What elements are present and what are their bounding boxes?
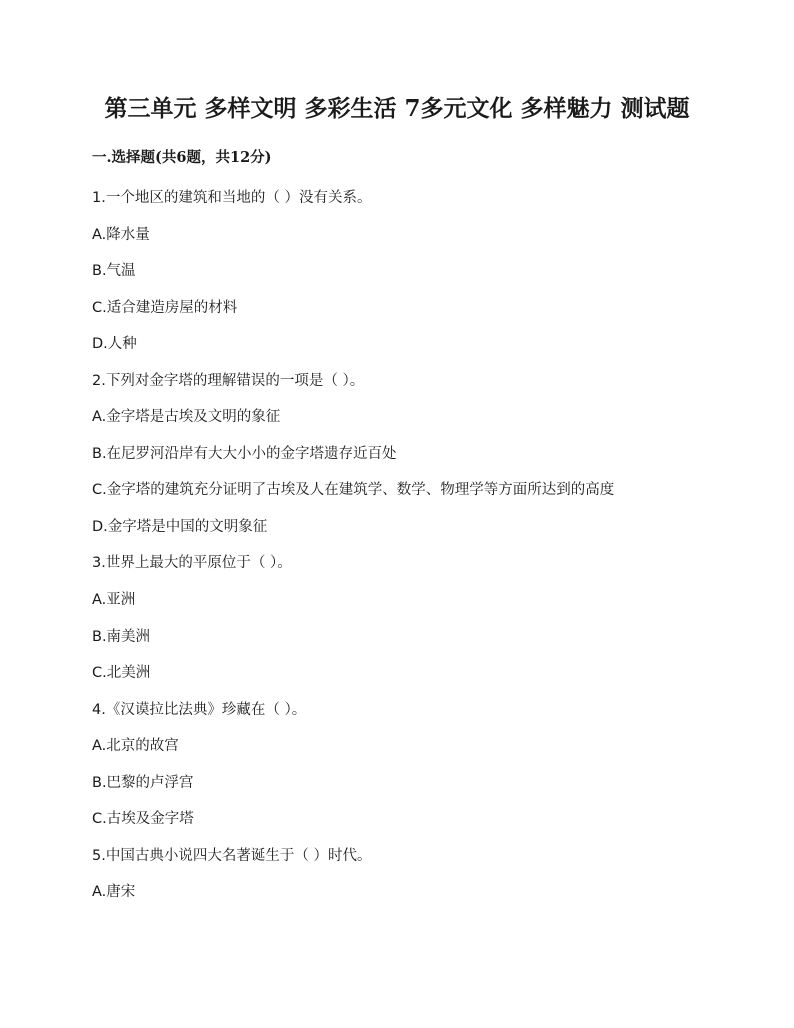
question-2-option-a: A.金字塔是古埃及文明的象征 <box>92 409 281 426</box>
question-1-option-b: B.气温 <box>92 263 136 280</box>
question-2-stem: 2.下列对金字塔的理解错误的一项是（ ）。 <box>92 372 365 389</box>
question-3-stem: 3.世界上最大的平原位于（ ）。 <box>92 555 292 572</box>
question-1-option-d: D.人种 <box>92 336 137 353</box>
question-1-option-c: C.适合建造房屋的材料 <box>92 299 238 316</box>
question-1-stem: 1.一个地区的建筑和当地的（ ）没有关系。 <box>92 190 372 206</box>
question-4-option-b: B.巴黎的卢浮宫 <box>92 774 194 791</box>
question-2-option-d: D.金字塔是中国的文明象征 <box>92 518 268 535</box>
question-3-option-b: B.南美洲 <box>92 628 151 645</box>
question-list <box>92 187 772 918</box>
document-title: 第三单元 多样文明 多彩生活 7多元文化 多样魅力 测试题 <box>104 95 690 122</box>
question-3-option-a: A.亚洲 <box>92 592 136 609</box>
question-1-option-a: A.降水量 <box>92 226 150 243</box>
question-4-stem: 4.《汉谟拉比法典》珍藏在（ ）。 <box>92 701 307 718</box>
question-2-option-b: B.在尼罗河沿岸有大大小小的金字塔遗存近百处 <box>92 445 397 462</box>
question-4-option-c: C.古埃及金字塔 <box>92 811 194 828</box>
question-5-option-a: A.唐宋 <box>92 884 136 901</box>
question-2-option-c: C.金字塔的建筑充分证明了古埃及人在建筑学、数学、物理学等方面所达到的高度 <box>92 482 615 499</box>
question-5-stem: 5.中国古典小说四大名著诞生于（ ）时代。 <box>92 847 372 864</box>
question-4-option-a: A.北京的故宫 <box>92 738 179 755</box>
question-3-option-c: C.北美洲 <box>92 665 151 682</box>
section-heading: 一.选择题(共6题，共12分) <box>92 149 272 166</box>
